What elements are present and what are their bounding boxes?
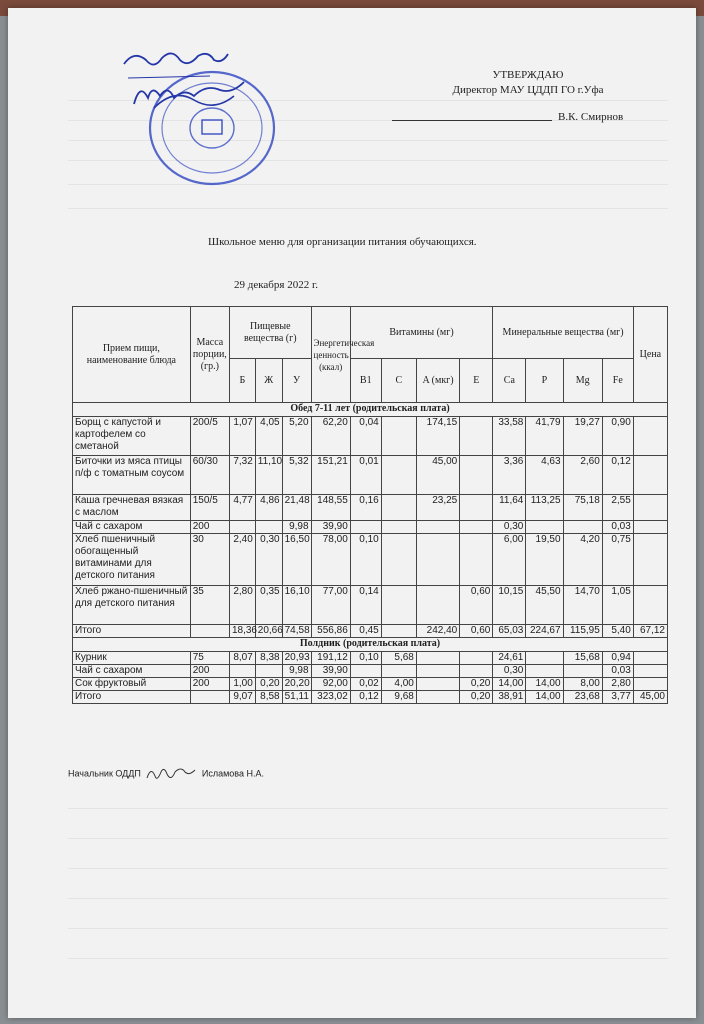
dish-name-cell: Биточки из мяса птицы п/ф с томатным соусом	[73, 456, 191, 495]
value-cell: 0,12	[350, 691, 381, 704]
value-cell: 16,10	[282, 586, 311, 625]
approval-block	[428, 68, 628, 123]
value-cell: 0,02	[350, 678, 381, 691]
value-cell	[350, 521, 381, 534]
dish-name-cell: Хлеб пшеничный обогащенный витаминами для детского питания	[73, 534, 191, 586]
subheader-cell: P	[526, 359, 563, 403]
value-cell	[416, 691, 459, 704]
header-minerals: Минеральные вещества (мг)	[493, 307, 633, 359]
value-cell	[190, 691, 229, 704]
document-date: 29 декабря 2022 г.	[234, 279, 318, 291]
value-cell	[563, 665, 602, 678]
value-cell: 5,32	[282, 456, 311, 495]
subheader-cell: Ж	[255, 359, 282, 403]
value-cell	[416, 665, 459, 678]
value-cell: 8,38	[255, 652, 282, 665]
value-cell: 0,75	[602, 534, 633, 586]
table-row	[73, 456, 668, 495]
subheader-cell: У	[282, 359, 311, 403]
subheader-cell: E	[460, 359, 493, 403]
value-cell: 78,00	[311, 534, 350, 586]
official-stamp-icon	[114, 38, 284, 188]
table-row	[73, 417, 668, 456]
value-cell: 67,12	[633, 625, 667, 638]
dish-name-cell: Хлеб ржано-пшеничный для детского питания	[73, 586, 191, 625]
dish-name-cell: Борщ с капустой и картофелем со сметаной	[73, 417, 191, 456]
value-cell: 0,45	[350, 625, 381, 638]
table-row	[73, 521, 668, 534]
value-cell: 45,50	[526, 586, 563, 625]
header-vitamins: Витамины (мг)	[350, 307, 493, 359]
value-cell	[229, 665, 255, 678]
value-cell: 4,20	[563, 534, 602, 586]
value-cell: 5,40	[602, 625, 633, 638]
value-cell: 0,10	[350, 534, 381, 586]
value-cell: 0,10	[350, 652, 381, 665]
value-cell: 35	[190, 586, 229, 625]
value-cell: 92,00	[311, 678, 350, 691]
value-cell: 5,68	[381, 652, 416, 665]
value-cell: 77,00	[311, 586, 350, 625]
value-cell: 0,03	[602, 521, 633, 534]
value-cell	[416, 586, 459, 625]
dish-name-cell: Чай с сахаром	[73, 665, 191, 678]
value-cell: 0,01	[350, 456, 381, 495]
value-cell: 113,25	[526, 495, 563, 521]
table-row	[73, 652, 668, 665]
value-cell: 20,20	[282, 678, 311, 691]
value-cell: 14,00	[526, 678, 563, 691]
value-cell	[381, 534, 416, 586]
value-cell: 19,27	[563, 417, 602, 456]
subheader-cell: Б	[229, 359, 255, 403]
value-cell: 38,91	[493, 691, 526, 704]
value-cell: 224,67	[526, 625, 563, 638]
value-cell: 9,07	[229, 691, 255, 704]
value-cell: 74,58	[282, 625, 311, 638]
value-cell: 0,90	[602, 417, 633, 456]
value-cell: 0,20	[460, 691, 493, 704]
value-cell: 151,21	[311, 456, 350, 495]
value-cell: 18,36	[229, 625, 255, 638]
dish-name-cell: Чай с сахаром	[73, 521, 191, 534]
approval-heading: УТВЕРЖДАЮ	[492, 69, 564, 81]
header-meal: Прием пищи, наименование блюда	[73, 307, 191, 403]
value-cell: 0,30	[255, 534, 282, 586]
menu-table	[72, 306, 668, 704]
dish-name-cell: Каша гречневая вязкая с маслом	[73, 495, 191, 521]
dish-name-cell: Итого	[73, 691, 191, 704]
value-cell: 20,66	[255, 625, 282, 638]
value-cell	[381, 665, 416, 678]
value-cell: 4,86	[255, 495, 282, 521]
value-cell: 10,15	[493, 586, 526, 625]
value-cell: 33,58	[493, 417, 526, 456]
subheader-cell: B1	[350, 359, 381, 403]
table-row	[73, 586, 668, 625]
value-cell: 45,00	[633, 691, 667, 704]
value-cell	[633, 586, 667, 625]
value-cell	[460, 495, 493, 521]
value-cell	[416, 521, 459, 534]
dish-name-cell: Сок фруктовый	[73, 678, 191, 691]
value-cell: 41,79	[526, 417, 563, 456]
value-cell	[350, 665, 381, 678]
dish-name-cell: Итого	[73, 625, 191, 638]
value-cell: 200	[190, 678, 229, 691]
value-cell: 0,04	[350, 417, 381, 456]
value-cell: 7,32	[229, 456, 255, 495]
footer-signature	[68, 764, 264, 784]
value-cell	[526, 521, 563, 534]
value-cell: 0,60	[460, 586, 493, 625]
value-cell: 0,35	[255, 586, 282, 625]
value-cell: 20,93	[282, 652, 311, 665]
value-cell: 14,00	[526, 691, 563, 704]
header-nutrients: Пищевые вещества (г)	[229, 307, 311, 359]
value-cell	[633, 665, 667, 678]
value-cell	[460, 456, 493, 495]
document-title: Школьное меню для организации питания обучающихся.	[208, 236, 477, 248]
value-cell: 323,02	[311, 691, 350, 704]
value-cell: 0,12	[602, 456, 633, 495]
dish-name-cell: Курник	[73, 652, 191, 665]
value-cell	[526, 665, 563, 678]
value-cell	[416, 534, 459, 586]
total-row	[73, 691, 668, 704]
value-cell: 15,68	[563, 652, 602, 665]
value-cell: 150/5	[190, 495, 229, 521]
value-cell: 0,03	[602, 665, 633, 678]
value-cell: 2,55	[602, 495, 633, 521]
value-cell	[633, 678, 667, 691]
value-cell	[190, 625, 229, 638]
value-cell: 11,64	[493, 495, 526, 521]
value-cell: 0,16	[350, 495, 381, 521]
value-cell: 19,50	[526, 534, 563, 586]
value-cell: 242,40	[416, 625, 459, 638]
value-cell: 65,03	[493, 625, 526, 638]
value-cell	[460, 665, 493, 678]
section-header-row	[73, 638, 668, 652]
table-row	[73, 678, 668, 691]
value-cell: 23,25	[416, 495, 459, 521]
value-cell: 9,98	[282, 521, 311, 534]
value-cell	[633, 652, 667, 665]
value-cell: 556,86	[311, 625, 350, 638]
value-cell	[460, 417, 493, 456]
value-cell: 1,00	[229, 678, 255, 691]
value-cell: 4,00	[381, 678, 416, 691]
subheader-cell: A (мкг)	[416, 359, 459, 403]
value-cell: 174,15	[416, 417, 459, 456]
value-cell	[633, 534, 667, 586]
value-cell	[381, 456, 416, 495]
value-cell: 30	[190, 534, 229, 586]
subheader-cell: Ca	[493, 359, 526, 403]
value-cell: 200	[190, 665, 229, 678]
section-header-row	[73, 403, 668, 417]
value-cell: 45,00	[416, 456, 459, 495]
value-cell: 0,14	[350, 586, 381, 625]
value-cell: 1,07	[229, 417, 255, 456]
value-cell: 148,55	[311, 495, 350, 521]
section-title: Полдник (родительская плата)	[73, 638, 668, 652]
value-cell	[381, 495, 416, 521]
total-row	[73, 625, 668, 638]
value-cell	[416, 678, 459, 691]
header-energy: Энергетическая ценность (ккал)	[311, 307, 350, 403]
value-cell: 16,50	[282, 534, 311, 586]
value-cell: 39,90	[311, 665, 350, 678]
subheader-cell: C	[381, 359, 416, 403]
value-cell: 62,20	[311, 417, 350, 456]
value-cell: 0,20	[255, 678, 282, 691]
value-cell: 39,90	[311, 521, 350, 534]
value-cell: 51,11	[282, 691, 311, 704]
value-cell: 2,60	[563, 456, 602, 495]
value-cell: 8,58	[255, 691, 282, 704]
table-row	[73, 665, 668, 678]
value-cell: 0,94	[602, 652, 633, 665]
approval-signer: В.К. Смирнов	[558, 111, 624, 123]
handwritten-signature-icon	[143, 764, 199, 784]
value-cell	[381, 417, 416, 456]
value-cell: 2,40	[229, 534, 255, 586]
value-cell	[633, 521, 667, 534]
document-page	[8, 8, 696, 1018]
value-cell: 21,48	[282, 495, 311, 521]
value-cell: 200	[190, 521, 229, 534]
value-cell: 0,20	[460, 678, 493, 691]
value-cell: 11,10	[255, 456, 282, 495]
value-cell: 23,68	[563, 691, 602, 704]
value-cell	[416, 652, 459, 665]
table-row	[73, 495, 668, 521]
value-cell	[381, 625, 416, 638]
value-cell: 115,95	[563, 625, 602, 638]
value-cell: 9,98	[282, 665, 311, 678]
footer-name: Исламова Н.А.	[201, 768, 264, 779]
value-cell: 24,61	[493, 652, 526, 665]
value-cell: 8,07	[229, 652, 255, 665]
value-cell	[381, 521, 416, 534]
value-cell: 4,77	[229, 495, 255, 521]
value-cell	[255, 665, 282, 678]
value-cell: 60/30	[190, 456, 229, 495]
header-mass: Масса порции, (гр.)	[190, 307, 229, 403]
footer-role: Начальник ОДДП	[68, 768, 141, 779]
subheader-cell: Mg	[563, 359, 602, 403]
value-cell: 4,05	[255, 417, 282, 456]
value-cell: 8,00	[563, 678, 602, 691]
value-cell: 14,70	[563, 586, 602, 625]
value-cell: 1,05	[602, 586, 633, 625]
value-cell: 3,36	[493, 456, 526, 495]
approval-position: Директор МАУ ЦДДП ГО г.Уфа	[452, 84, 604, 96]
value-cell: 5,20	[282, 417, 311, 456]
header-price: Цена	[633, 307, 667, 403]
value-cell: 9,68	[381, 691, 416, 704]
value-cell	[460, 652, 493, 665]
value-cell: 14,00	[493, 678, 526, 691]
value-cell: 2,80	[229, 586, 255, 625]
value-cell: 75,18	[563, 495, 602, 521]
value-cell: 200/5	[190, 417, 229, 456]
value-cell	[381, 586, 416, 625]
value-cell	[633, 495, 667, 521]
value-cell: 75	[190, 652, 229, 665]
value-cell	[229, 521, 255, 534]
section-title: Обед 7-11 лет (родительская плата)	[73, 403, 668, 417]
value-cell: 2,80	[602, 678, 633, 691]
value-cell: 4,63	[526, 456, 563, 495]
value-cell	[460, 534, 493, 586]
value-cell: 6,00	[493, 534, 526, 586]
value-cell: 3,77	[602, 691, 633, 704]
signature-line	[392, 120, 552, 121]
subheader-cell: Fe	[602, 359, 633, 403]
value-cell: 0,60	[460, 625, 493, 638]
value-cell	[460, 521, 493, 534]
value-cell: 191,12	[311, 652, 350, 665]
value-cell	[526, 652, 563, 665]
value-cell	[255, 521, 282, 534]
table-row	[73, 534, 668, 586]
value-cell	[563, 521, 602, 534]
value-cell: 0,30	[493, 521, 526, 534]
value-cell	[633, 456, 667, 495]
value-cell: 0,30	[493, 665, 526, 678]
value-cell	[633, 417, 667, 456]
